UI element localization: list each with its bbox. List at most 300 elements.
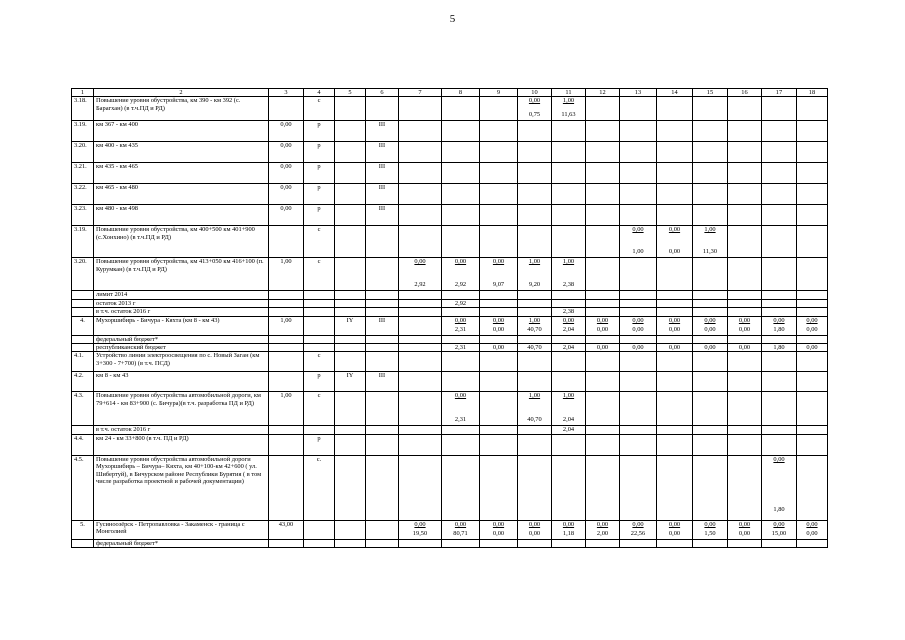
table-cell (762, 426, 797, 434)
table-cell (366, 226, 399, 258)
table-cell (442, 97, 480, 121)
table-cell (366, 97, 399, 121)
cell-value-top: 0,00 (806, 520, 818, 528)
table-cell (269, 335, 304, 343)
table-cell (762, 335, 797, 343)
table-cell: км 435 - км 465 (94, 163, 269, 184)
table-cell (72, 291, 94, 299)
cell-value-top: 1,00 (528, 392, 541, 400)
table-cell: 0,00 (693, 344, 728, 352)
table-cell (442, 372, 480, 392)
table-cell: 43,00 (269, 520, 304, 539)
table-cell (518, 205, 552, 226)
table-cell: с (304, 352, 335, 372)
table-cell (366, 352, 399, 372)
header-cell: 1 (72, 89, 94, 97)
table-cell (399, 372, 442, 392)
table-cell (586, 434, 620, 455)
cell-value-bottom: 1,80 (773, 326, 785, 334)
table-cell: 3.19. (72, 226, 94, 258)
table-cell: 3.23. (72, 205, 94, 226)
table-cell (269, 344, 304, 352)
table-cell (518, 372, 552, 392)
cell-spacer (444, 266, 477, 281)
table-cell (399, 392, 442, 426)
cell-spacer (622, 234, 654, 248)
table-cell (620, 258, 657, 291)
table-cell (728, 258, 762, 291)
table-cell (762, 163, 797, 184)
header-cell: 8 (442, 89, 480, 97)
table-cell (304, 299, 335, 307)
cell-value-top: 0,00 (773, 520, 785, 528)
table-row (72, 299, 828, 307)
header-cell: 7 (399, 89, 442, 97)
table-cell (693, 97, 728, 121)
table-cell: Повышение уровня обустройства автомобильной дороги Мухоршибирь – Бичура– Кяхта, км 40+100-км 42+600 ( ул. Шибертуй), в Бичурском районе Республики Бурятия ( в том числе разработка проектной и рабочей документации) (94, 455, 269, 520)
table-cell (518, 121, 552, 142)
cell-value-top: 0,00 (738, 316, 751, 324)
cell-value-bottom: 0,75 (528, 110, 541, 118)
table-cell (480, 434, 518, 455)
table-cell (335, 344, 366, 352)
table-cell: 3.22. (72, 184, 94, 205)
table-cell (442, 316, 480, 335)
table-cell (762, 121, 797, 142)
table-cell (586, 308, 620, 316)
table-cell (797, 434, 828, 455)
table-cell: 4.1. (72, 352, 94, 372)
cell-value-bottom: 0,00 (632, 326, 644, 334)
table-row (72, 372, 828, 392)
table-cell (442, 426, 480, 434)
table-cell (586, 335, 620, 343)
table-cell (693, 308, 728, 316)
table-cell (657, 291, 693, 299)
cell-value-bottom: 0,00 (596, 326, 609, 334)
table-cell (399, 316, 442, 335)
table-cell (586, 455, 620, 520)
table-cell (797, 392, 828, 426)
table-cell (657, 205, 693, 226)
table-cell (335, 163, 366, 184)
table-row (72, 142, 828, 163)
table-cell (552, 205, 586, 226)
table-cell (399, 539, 442, 547)
table-cell (728, 539, 762, 547)
table-cell (518, 316, 552, 335)
table-cell (335, 184, 366, 205)
table-cell: 4.4. (72, 434, 94, 455)
table-cell (269, 299, 304, 307)
table-cell (586, 316, 620, 335)
cell-value-top: 0,00 (668, 316, 681, 324)
table-cell (480, 258, 518, 291)
cell-value-bottom: 0,00 (492, 530, 505, 538)
table-cell: с. (304, 455, 335, 520)
cell-value-bottom: 0,00 (668, 326, 681, 334)
table-cell (335, 455, 366, 520)
table-row (72, 335, 828, 343)
table-cell (269, 539, 304, 547)
table-cell (620, 142, 657, 163)
table-cell (797, 335, 828, 343)
table-cell (620, 434, 657, 455)
cell-value-bottom: 11,63 (561, 110, 576, 118)
table-cell (518, 392, 552, 426)
cell-value-bottom: 2,31 (454, 415, 467, 423)
table-cell (335, 308, 366, 316)
table-cell (366, 426, 399, 434)
cell-value-top: 1,00 (562, 392, 575, 400)
table-cell (728, 434, 762, 455)
table-cell: р (304, 372, 335, 392)
table-cell (480, 539, 518, 547)
table-cell (762, 142, 797, 163)
cell-value-top: 0,00 (668, 226, 681, 234)
table-cell (797, 291, 828, 299)
table-cell (442, 352, 480, 372)
table-cell (586, 226, 620, 258)
table-cell (728, 392, 762, 426)
table-cell (480, 316, 518, 335)
cell-value-top: 0,00 (528, 520, 541, 528)
table-cell (728, 316, 762, 335)
table-cell (728, 352, 762, 372)
table-cell (518, 426, 552, 434)
table-cell: 40,70 (518, 344, 552, 352)
table-cell (552, 163, 586, 184)
table-cell (518, 520, 552, 539)
table-cell (399, 226, 442, 258)
table-cell (335, 205, 366, 226)
table-cell (442, 121, 480, 142)
table-cell (728, 520, 762, 539)
header-cell: 6 (366, 89, 399, 97)
cell-value-top: 0,00 (492, 316, 505, 324)
table-cell (797, 539, 828, 547)
table-cell (693, 226, 728, 258)
table-cell: с (304, 97, 335, 121)
table-cell (762, 291, 797, 299)
table-cell (442, 434, 480, 455)
table-cell (518, 97, 552, 121)
table-cell: с (304, 226, 335, 258)
table-cell (269, 291, 304, 299)
table-cell (518, 308, 552, 316)
table-cell (304, 426, 335, 434)
cell-spacer (520, 266, 549, 281)
cell-value-bottom: 2,04 (562, 415, 575, 423)
table-cell: Повышение уровня обустройства, км 390 - км 392 (с. Барагхан) (в т.ч.ПД и РД) (94, 97, 269, 121)
cell-spacer (554, 400, 583, 416)
table-cell (399, 299, 442, 307)
table-cell (586, 184, 620, 205)
table-cell: 2,92 (442, 299, 480, 307)
table-cell (762, 308, 797, 316)
table-cell (657, 455, 693, 520)
table-cell (269, 434, 304, 455)
table-cell (728, 426, 762, 434)
table-cell (72, 308, 94, 316)
cell-value-bottom: 2,00 (596, 530, 609, 538)
table-cell (762, 205, 797, 226)
table-cell: 5. (72, 520, 94, 539)
table-cell (442, 520, 480, 539)
table-cell (442, 455, 480, 520)
table-cell (552, 299, 586, 307)
table-cell: 3.20. (72, 142, 94, 163)
table-cell (762, 299, 797, 307)
table-cell (552, 142, 586, 163)
table-cell (399, 97, 442, 121)
header-cell: 16 (728, 89, 762, 97)
cell-value-bottom: 0,00 (806, 326, 818, 334)
table-cell (335, 299, 366, 307)
table-cell: остаток 2013 г (94, 299, 269, 307)
table-cell (762, 520, 797, 539)
table-cell (693, 520, 728, 539)
cell-value-bottom: 9,07 (492, 280, 505, 288)
table-cell (552, 316, 586, 335)
header-cell: 3 (269, 89, 304, 97)
table-cell (762, 184, 797, 205)
table-cell (442, 205, 480, 226)
table-cell (552, 392, 586, 426)
cell-spacer (520, 400, 549, 416)
table-cell (657, 258, 693, 291)
table-cell (304, 316, 335, 335)
table-cell (399, 121, 442, 142)
table-cell (586, 372, 620, 392)
table-cell (620, 308, 657, 316)
table-cell (366, 434, 399, 455)
table-cell: 0,00 (269, 184, 304, 205)
table-cell: Повышение уровня обустройства автомобильной дороги, км 79+614 - км 83+900 (с. Бичура)(в т.ч. разработка ПД и РД) (94, 392, 269, 426)
table-cell (620, 539, 657, 547)
table-cell (552, 184, 586, 205)
cell-value-bottom: 0,00 (704, 326, 716, 334)
table-cell: 0,00 (657, 344, 693, 352)
table-cell (657, 308, 693, 316)
table-cell (657, 121, 693, 142)
table-row (72, 97, 828, 121)
table-cell (762, 372, 797, 392)
table-cell (728, 97, 762, 121)
cell-spacer (482, 266, 515, 281)
table-cell: 4.5. (72, 455, 94, 520)
table-cell (657, 335, 693, 343)
table-cell: III (366, 163, 399, 184)
table-cell (693, 434, 728, 455)
table-cell (518, 226, 552, 258)
table-cell (518, 352, 552, 372)
table-cell (762, 316, 797, 335)
header-row (72, 89, 828, 97)
table-cell: Мухоршибирь - Бичура - Кяхта (км 8 - км 43) (94, 316, 269, 335)
table-cell (620, 299, 657, 307)
cell-value-top: 0,00 (632, 316, 644, 324)
table-row (72, 344, 828, 352)
table-cell (269, 308, 304, 316)
cell-value-top: 1,00 (528, 316, 541, 324)
table-row (72, 455, 828, 520)
cell-value-top: 0,00 (773, 316, 785, 324)
table-cell: 3.20. (72, 258, 94, 291)
table-cell (442, 142, 480, 163)
table-cell (480, 163, 518, 184)
table-cell (586, 352, 620, 372)
table-cell (399, 344, 442, 352)
table-cell: км 400 - км 435 (94, 142, 269, 163)
header-cell: 12 (586, 89, 620, 97)
cell-value-top: 0,00 (414, 258, 426, 266)
table-cell (693, 352, 728, 372)
table-cell (797, 308, 828, 316)
cell-value-bottom: 80,71 (453, 530, 468, 538)
table-cell (552, 520, 586, 539)
table-cell: 0,00 (728, 344, 762, 352)
table-cell (72, 426, 94, 434)
table-cell (480, 205, 518, 226)
table-cell (620, 392, 657, 426)
table-cell (518, 335, 552, 343)
table-cell: р (304, 205, 335, 226)
table-cell (480, 97, 518, 121)
table-cell (304, 335, 335, 343)
table-cell (552, 335, 586, 343)
table-cell (586, 520, 620, 539)
table-cell (797, 142, 828, 163)
table-cell: в т.ч. остаток 2016 г (94, 308, 269, 316)
table-cell (269, 455, 304, 520)
table-row (72, 316, 828, 335)
table-row (72, 205, 828, 226)
table-cell (693, 163, 728, 184)
cell-value-top: 0,00 (596, 520, 609, 528)
table-cell (269, 372, 304, 392)
table-cell: Гусиноозёрск - Петропавловка - Закаменск - граница с Монголией (94, 520, 269, 539)
table-cell (304, 520, 335, 539)
table-cell (797, 372, 828, 392)
table-cell (480, 372, 518, 392)
table-cell (728, 308, 762, 316)
table-cell (728, 291, 762, 299)
table-cell (586, 205, 620, 226)
table-cell (586, 291, 620, 299)
table-cell (657, 434, 693, 455)
table-cell (620, 226, 657, 258)
table-cell (728, 226, 762, 258)
table-cell (335, 520, 366, 539)
table-cell (366, 455, 399, 520)
table-cell (728, 299, 762, 307)
table-cell: Повышение уровня обустройства, км 400+500 км 401+900 (с.Хонхино) (в т.ч.ПД и РД) (94, 226, 269, 258)
table-cell (620, 291, 657, 299)
table-cell (335, 335, 366, 343)
table-cell (335, 434, 366, 455)
table-cell (657, 520, 693, 539)
table-cell: 0,00 (269, 142, 304, 163)
table-cell (797, 226, 828, 258)
table-cell (442, 226, 480, 258)
table-cell (552, 539, 586, 547)
table-cell (366, 520, 399, 539)
table-cell (480, 299, 518, 307)
table-cell (552, 121, 586, 142)
cell-value-top: 0,00 (738, 520, 751, 528)
table-cell (480, 142, 518, 163)
table-cell: III (366, 205, 399, 226)
table-cell (518, 299, 552, 307)
table-cell (518, 142, 552, 163)
table-cell (657, 372, 693, 392)
table-cell (480, 291, 518, 299)
table-cell: 4.3. (72, 392, 94, 426)
table-cell (335, 291, 366, 299)
table-row (72, 426, 828, 434)
table-cell (552, 455, 586, 520)
table-cell (518, 539, 552, 547)
table-cell (762, 539, 797, 547)
table-cell (442, 291, 480, 299)
table-cell (442, 539, 480, 547)
table-cell: Повышение уровня обустройства, км 413+050 км 416+100 (п. Курумкан) (в т.ч.ПД и РД) (94, 258, 269, 291)
cell-value-top: 1,00 (528, 258, 541, 266)
table-cell: Устройство линии электроосвещения по с. Новый Заган (км 3+300 - 7+700) (в т.ч. ПСД) (94, 352, 269, 372)
table-cell (399, 352, 442, 372)
table-cell (399, 520, 442, 539)
table-cell (480, 392, 518, 426)
table-cell: 0,00 (269, 163, 304, 184)
table-cell: р (304, 163, 335, 184)
table-cell (552, 258, 586, 291)
table-cell (693, 372, 728, 392)
table-cell (693, 426, 728, 434)
table-cell (762, 258, 797, 291)
table-cell (797, 352, 828, 372)
table-cell (399, 335, 442, 343)
table-cell (797, 258, 828, 291)
table-cell: IY (335, 316, 366, 335)
cell-spacer (554, 266, 583, 281)
table-cell (797, 455, 828, 520)
table-cell (304, 539, 335, 547)
table-cell (335, 352, 366, 372)
table-cell (797, 520, 828, 539)
table-cell (657, 352, 693, 372)
cell-value-top: 0,00 (773, 455, 785, 463)
cell-value-top: 0,00 (704, 520, 716, 528)
table-cell (762, 392, 797, 426)
investment-table (71, 88, 828, 548)
table-cell (399, 142, 442, 163)
cell-spacer (401, 266, 439, 281)
table-cell (762, 434, 797, 455)
cell-value-bottom: 1,80 (773, 506, 785, 514)
table-cell: III (366, 142, 399, 163)
table-cell (518, 291, 552, 299)
table-cell (657, 316, 693, 335)
table-row (72, 520, 828, 539)
table-row (72, 163, 828, 184)
table-cell (366, 299, 399, 307)
table-cell (366, 291, 399, 299)
table-cell (72, 539, 94, 547)
table-cell (399, 308, 442, 316)
cell-value-bottom: 0,00 (528, 530, 541, 538)
table-cell: в т.ч. остаток 2016 г (94, 426, 269, 434)
